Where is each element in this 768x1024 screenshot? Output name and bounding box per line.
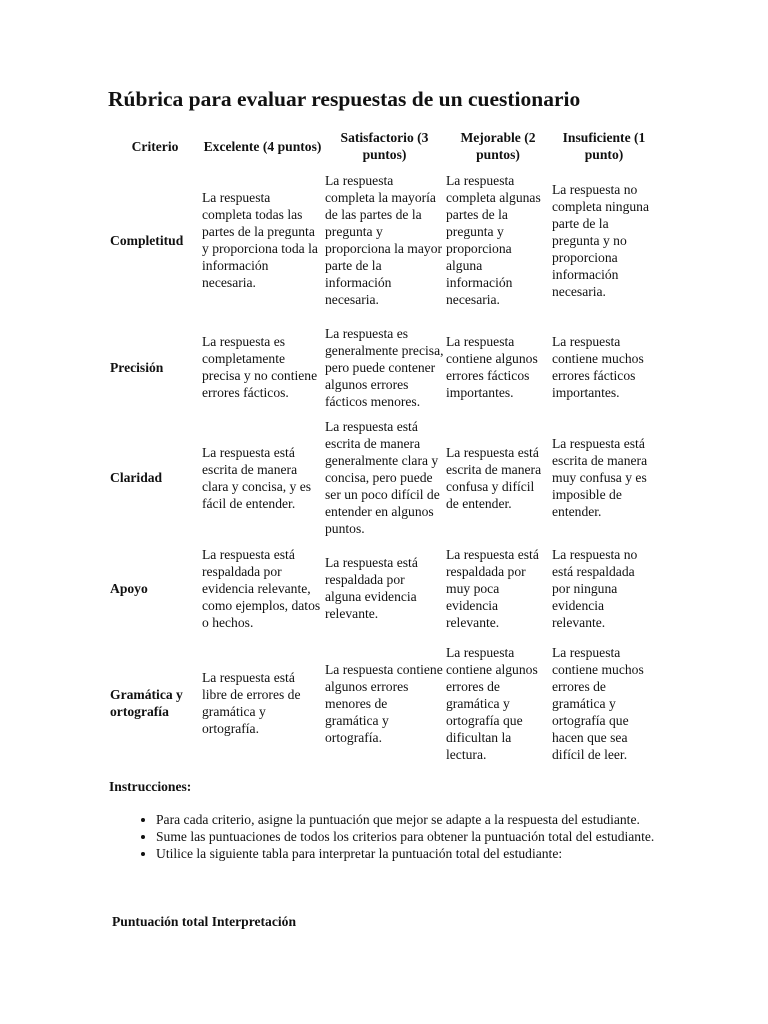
cell-satisfactorio: La respuesta está respaldada por alguna evidencia relevante. [325, 555, 418, 621]
cell-insuficiente: La respuesta contiene muchos errores fácticos importantes. [552, 334, 644, 400]
cell-mejorable: La respuesta está escrita de manera confusa y difícil de entender. [446, 444, 542, 511]
cell-satisfactorio: La respuesta es generalmente precisa, pero puede contener algunos errores fácticos menores. [325, 325, 444, 409]
criterion-name: Precisión [110, 359, 164, 375]
cell-insuficiente: La respuesta está escrita de manera muy confusa y es imposible de entender. [552, 436, 648, 519]
criterion-name: Gramática y ortografía [110, 687, 183, 719]
cell-satisfactorio: La respuesta contiene algunos errores menores de gramática y ortografía. [325, 661, 443, 745]
header-mejorable: Mejorable (2 puntos) [460, 130, 536, 162]
criterion-name: Claridad [110, 470, 163, 485]
header-criterio: Criterio [131, 138, 179, 154]
cell-excelente: La respuesta completa todas las partes de la pregunta y proporciona toda la información necesaria. [202, 190, 318, 290]
cell-mejorable: La respuesta está respaldada por muy poca evidencia relevante. [446, 546, 539, 630]
cell-excelente: La respuesta está libre de errores de gramática y ortografía. [202, 670, 301, 736]
cell-mejorable: La respuesta contiene algunos errores de gramática y ortografía que dificultan la lectura. [446, 644, 538, 762]
header-insuficiente: Insuficiente (1 punto) [562, 130, 646, 162]
document-title: Rúbrica para evaluar respuestas de un cuestionario [108, 87, 581, 111]
score-table-header: Puntuación total Interpretación [112, 914, 297, 929]
cell-satisfactorio: La respuesta está escrita de manera generalmente clara y concisa, pero puede ser un poco difícil de entender en algunos puntos. [325, 419, 440, 536]
instructions-title: Instrucciones: [109, 779, 192, 794]
rubric-table [108, 128, 656, 767]
cell-mejorable: La respuesta completa algunas partes de la pregunta y proporciona alguna información necesaria. [446, 173, 541, 307]
criterion-name: Completitud [110, 232, 184, 248]
table-row [108, 418, 656, 537]
list-item: • Sume las puntuaciones de todos los criterios para obtener la puntuación total del estudiante. [156, 828, 686, 845]
table-row [108, 537, 656, 639]
list-item: • Utilice la siguiente tabla para interpretar la puntuación total del estudiante: [156, 845, 686, 862]
instructions-list [130, 811, 686, 862]
list-item: • Para cada criterio, asigne la puntuación que mejor se adapte a la respuesta del estudiante. [156, 811, 686, 828]
table-row [108, 316, 656, 418]
cell-insuficiente: La respuesta no está respaldada por ninguna evidencia relevante. [552, 546, 638, 630]
header-excelente: Excelente (4 puntos) [203, 138, 322, 154]
criterion-name: Apoyo [110, 580, 148, 596]
cell-excelente: La respuesta está respaldada por evidencia relevante, como ejemplos, datos o hechos. [202, 546, 321, 630]
cell-excelente: La respuesta es completamente precisa y no contiene errores fácticos. [202, 334, 318, 400]
cell-insuficiente: La respuesta no completa ninguna parte de la pregunta y no proporciona información necesaria. [552, 181, 650, 299]
table-row [108, 639, 656, 767]
cell-excelente: La respuesta está escrita de manera clara y concisa, y es fácil de entender. [202, 444, 312, 511]
table-row [108, 164, 656, 316]
rubric-header-row [108, 128, 656, 164]
header-satisfactorio: Satisfactorio (3 puntos) [340, 130, 429, 162]
cell-mejorable: La respuesta contiene algunos errores fácticos importantes. [446, 334, 538, 400]
cell-insuficiente: La respuesta contiene muchos errores de gramática y ortografía que hacen que sea difícil de leer. [552, 644, 644, 762]
cell-satisfactorio: La respuesta completa la mayoría de las partes de la pregunta y proporciona la mayor parte de la información necesaria. [325, 173, 443, 307]
